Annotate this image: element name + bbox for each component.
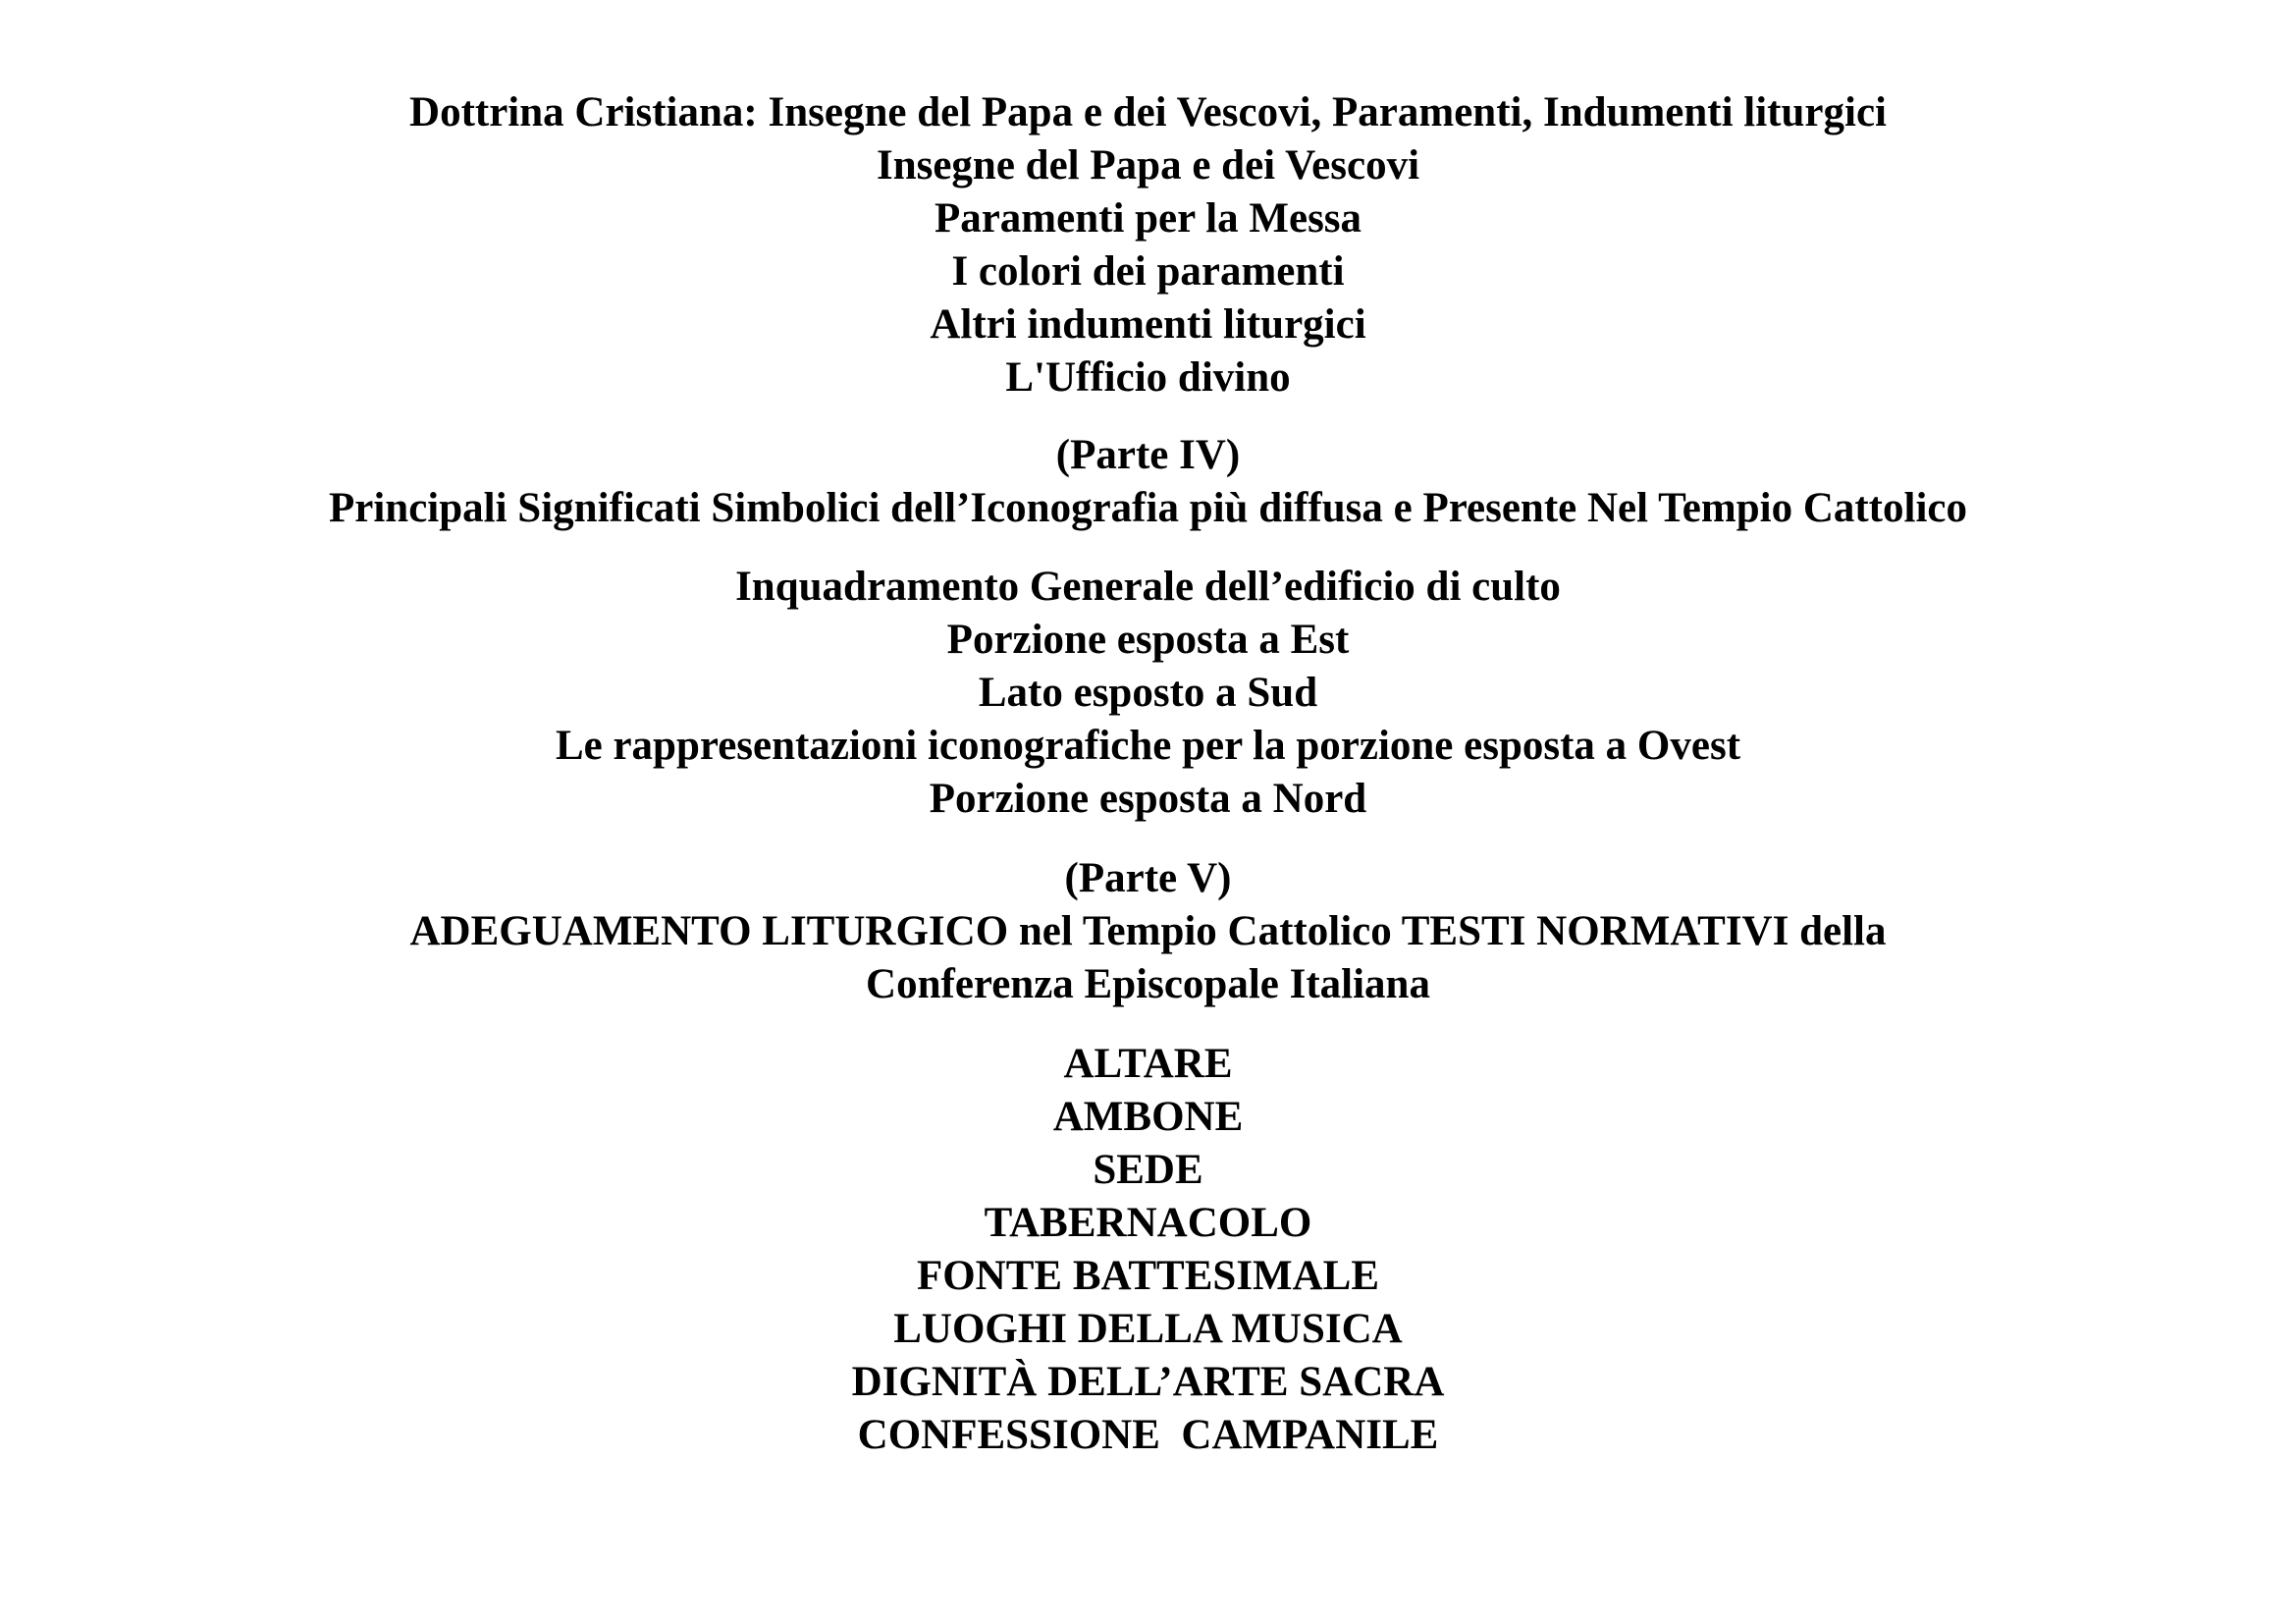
item-ufficio-divino: L'Ufficio divino [1005,354,1291,401]
item-colori-paramenti: I colori dei paramenti [951,248,1345,295]
item-altare: ALTARE [1063,1041,1233,1087]
item-altri-indumenti: Altri indumenti liturgici [930,301,1366,348]
section-edificio-culto [0,561,2296,826]
item-fonte-battesimale: FONTE BATTESIMALE [916,1253,1380,1299]
section-luoghi-liturgici [0,1038,2296,1462]
section-parte-iv [0,429,2296,535]
heading-dottrina-cristiana: Dottrina Cristiana: Insegne del Papa e dei Vescovi, Paramenti, Indumenti liturgici [409,89,1887,135]
item-paramenti-messa: Paramenti per la Messa [934,195,1362,242]
item-porzione-ovest: Le rappresentazioni iconografiche per la porzione esposta a Ovest [555,723,1741,769]
item-inquadramento-generale: Inquadramento Generale dell’edificio di culto [735,564,1561,610]
heading-parte-v: (Parte V) [1064,855,1232,901]
section-parte-v [0,852,2296,1011]
item-sede: SEDE [1093,1147,1203,1193]
item-confessione-campanile: CONFESSIONE CAMPANILE [857,1412,1439,1458]
title-adeguamento-liturgico: ADEGUAMENTO LITURGICO nel Tempio Cattolico TESTI NORMATIVI della [409,908,1887,954]
item-insegne: Insegne del Papa e dei Vescovi [876,142,1420,189]
item-tabernacolo: TABERNACOLO [984,1200,1312,1246]
item-lato-sud: Lato esposto a Sud [978,670,1318,716]
heading-parte-iv: (Parte IV) [1055,432,1241,478]
title-significati-simbolici: Principali Significati Simbolici dell’Iconografia più diffusa e Presente Nel Tempio Cattolico [328,485,1967,531]
item-luoghi-musica: LUOGHI DELLA MUSICA [893,1306,1403,1352]
item-ambone: AMBONE [1052,1094,1244,1140]
title-conferenza-episcopale: Conferenza Episcopale Italiana [866,961,1430,1007]
item-porzione-nord: Porzione esposta a Nord [929,776,1367,822]
item-porzione-est: Porzione esposta a Est [946,617,1350,663]
item-dignita-arte-sacra: DIGNITÀ DELL’ARTE SACRA [851,1359,1445,1405]
section-dottrina-cristiana [0,86,2296,405]
